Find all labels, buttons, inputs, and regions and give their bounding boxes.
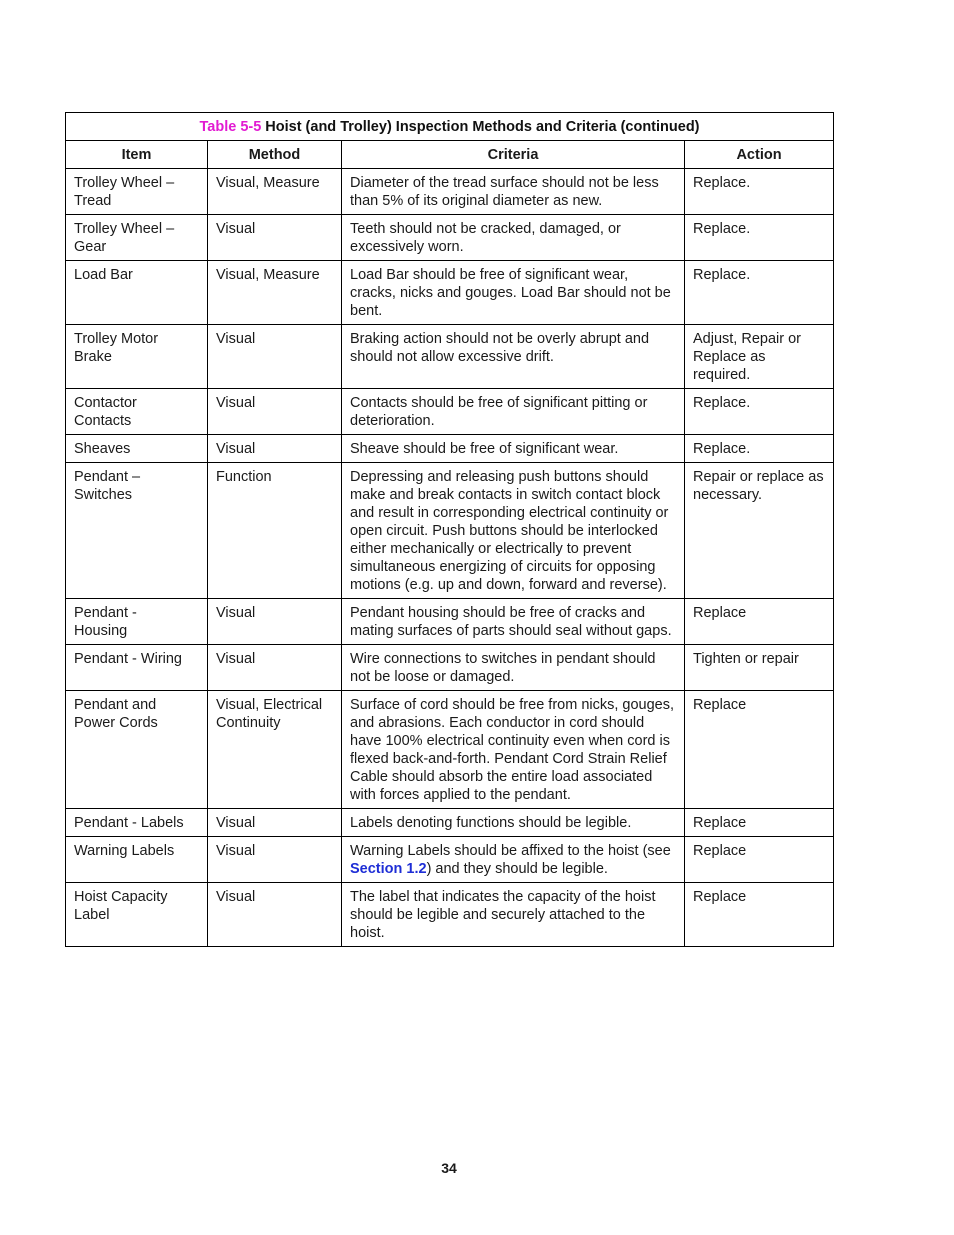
cell-criteria: The label that indicates the capacity of the hoist should be legible and securely attached to the hoist. [342,883,685,947]
cell-criteria: Teeth should not be cracked, damaged, or excessively worn. [342,215,685,261]
criteria-text-after: ) and they should be legible. [426,861,608,877]
table-row [66,463,834,599]
page-number: 34 [441,1160,457,1176]
cell-criteria: Contacts should be free of significant pitting or deterioration. [342,389,685,435]
cell-action: Tighten or repair [685,645,834,691]
cell-criteria: Pendant housing should be free of cracks and mating surfaces of parts should seal without gaps. [342,599,685,645]
cell-item: Pendant and Power Cords [66,691,208,809]
table-title: Hoist (and Trolley) Inspection Methods and Criteria (continued) [265,119,700,135]
cell-item: Trolley Wheel – Gear [66,215,208,261]
cell-item: Sheaves [66,435,208,463]
table-body [66,169,834,947]
cell-item: Pendant – Switches [66,463,208,599]
cell-item: Load Bar [66,261,208,325]
header-item: Item [66,141,208,169]
cell-criteria: Wire connections to switches in pendant should not be loose or damaged. [342,645,685,691]
cell-criteria [342,837,685,883]
section-link[interactable]: Section 1.2 [350,861,427,877]
table-row [66,389,834,435]
cell-criteria: Load Bar should be free of significant wear, cracks, nicks and gouges. Load Bar should not be bent. [342,261,685,325]
table-caption-row [66,113,834,141]
table-row [66,169,834,215]
cell-method: Visual, Electrical Continuity [208,691,342,809]
cell-criteria: Diameter of the tread surface should not be less than 5% of its original diameter as new. [342,169,685,215]
table-row [66,883,834,947]
table-row [66,215,834,261]
cell-method: Visual [208,215,342,261]
table-header-row [66,141,834,169]
table-number-label: Table 5-5 [199,119,262,135]
cell-item: Warning Labels [66,837,208,883]
criteria-text-before: Warning Labels should be affixed to the hoist (see [350,843,671,859]
cell-item: Hoist Capacity Label [66,883,208,947]
cell-action: Replace. [685,389,834,435]
cell-action: Replace [685,599,834,645]
cell-criteria: Surface of cord should be free from nicks, gouges, and abrasions. Each conductor in cord should have 100% electrical continuity even when cord is flexed back-and-forth. Pendant Cord Strain Relief Cable should absorb the entire load associated with forces applied to the pendant. [342,691,685,809]
table-row [66,261,834,325]
cell-method: Visual [208,837,342,883]
table-row [66,599,834,645]
table-row [66,691,834,809]
cell-item: Pendant - Housing [66,599,208,645]
cell-action: Replace. [685,169,834,215]
cell-action: Replace [685,883,834,947]
header-method: Method [208,141,342,169]
cell-method: Visual [208,809,342,837]
cell-item: Contactor Contacts [66,389,208,435]
inspection-table [65,112,834,947]
cell-action: Replace. [685,435,834,463]
cell-action: Replace [685,809,834,837]
cell-item: Pendant - Wiring [66,645,208,691]
cell-method: Function [208,463,342,599]
table-row [66,325,834,389]
cell-criteria: Labels denoting functions should be legible. [342,809,685,837]
table-row [66,837,834,883]
cell-method: Visual [208,645,342,691]
header-criteria: Criteria [342,141,685,169]
table-row [66,435,834,463]
table-row [66,809,834,837]
cell-item: Trolley Wheel – Tread [66,169,208,215]
cell-action: Replace. [685,261,834,325]
cell-method: Visual [208,599,342,645]
cell-item: Trolley Motor Brake [66,325,208,389]
cell-criteria: Braking action should not be overly abrupt and should not allow excessive drift. [342,325,685,389]
cell-action: Replace [685,691,834,809]
cell-method: Visual [208,883,342,947]
cell-item: Pendant - Labels [66,809,208,837]
cell-method: Visual [208,325,342,389]
cell-criteria: Depressing and releasing push buttons should make and break contacts in switch contact block and result in corresponding electrical continuity or open circuit. Push buttons should be interlocked either mechanically or electrically to prevent simultaneous energizing of circuits for opposing motions (e.g. up and down, forward and reverse). [342,463,685,599]
table-caption [66,113,834,141]
header-action: Action [685,141,834,169]
cell-criteria: Sheave should be free of significant wear. [342,435,685,463]
cell-action: Repair or replace as necessary. [685,463,834,599]
cell-action: Adjust, Repair or Replace as required. [685,325,834,389]
cell-method: Visual, Measure [208,169,342,215]
cell-method: Visual, Measure [208,261,342,325]
cell-method: Visual [208,389,342,435]
cell-action: Replace [685,837,834,883]
cell-action: Replace. [685,215,834,261]
table-row [66,645,834,691]
cell-method: Visual [208,435,342,463]
